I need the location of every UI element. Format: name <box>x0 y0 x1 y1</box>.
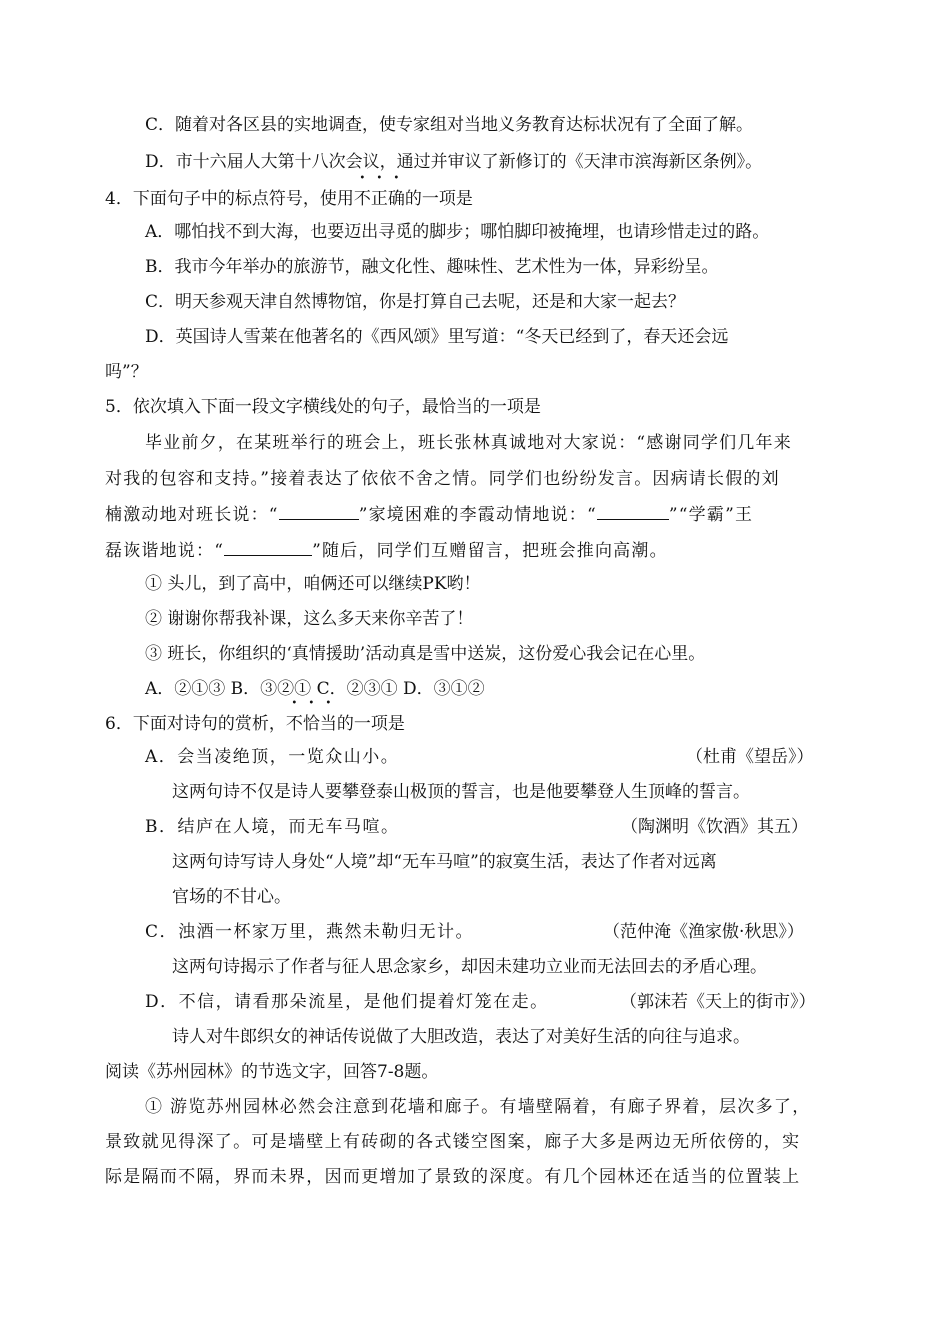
q5-passage-line3-c: ”“学霸”王 <box>668 505 754 525</box>
q5-passage-line3-b: ”家境困难的李霞动情地说：“ <box>358 505 597 525</box>
q4-option-c: C．明天参观天津自然博物馆，你是打算自己去呢，还是和大家一起去？ <box>145 292 686 312</box>
q5-passage-line4-a: 磊诙谐地说：“ <box>105 541 225 561</box>
emphasis-char: 当 <box>319 714 337 734</box>
q6-c-source: （范仲淹《渔家傲·秋思》） <box>603 922 804 942</box>
q4-stem-post: 的一项是 <box>404 189 473 209</box>
reading-p1-line2: 景致就见得深了。可是墙壁上有砖砌的各式镂空图案，廊子大多是两边无所依傍的，实 <box>105 1132 801 1152</box>
q5-blank-1 <box>279 503 359 520</box>
q4-option-a: A．哪怕找不到大海，也要迈出寻觅的脚步；哪怕脚印被掩埋，也请珍惜走过的路。 <box>145 222 770 242</box>
q5-blank-3 <box>224 539 312 556</box>
reading-p1-line3: 际是隔而不隔，界而未界，因而更增加了景致的深度。有几个园林还在适当的位置装上 <box>105 1167 801 1187</box>
q6-b-source: （陶渊明《饮酒》其五） <box>621 817 808 837</box>
q6-stem <box>105 712 405 736</box>
emphasis-char: 不 <box>353 189 371 209</box>
q6-a-source: （杜甫《望岳》） <box>686 747 814 767</box>
q5-passage-line2: 对我的包容和支持。”接着表达了依依不舍之情。同学们也纷纷发言。因病请长假的刘 <box>105 469 780 489</box>
q5-blank-2 <box>597 503 669 520</box>
q5-passage-line4 <box>105 539 668 563</box>
q6-stem-post: 的一项是 <box>336 714 405 734</box>
q3-option-d: D．市十六届人大第十八次会议，通过并审议了新修订的《天津市滨海新区条例》。 <box>145 152 763 172</box>
q6-c-poem: C．浊酒一杯家万里，燕然未勒归无计。 <box>145 922 475 942</box>
q5-sentence-3: ③ 班长，你组织的‘真情援助’活动真是雪中送炭，这份爱心我会记在心里。 <box>145 644 706 664</box>
q4-stem-emphasis <box>354 189 405 209</box>
q4-stem <box>105 187 473 211</box>
q5-sentence-2: ② 谢谢你帮我补课，这么多天来你辛苦了！ <box>145 609 474 629</box>
q5-stem: 5．依次填入下面一段文字横线处的句子，最恰当的一项是 <box>105 397 541 417</box>
q5-passage-line4-b: ”随后，同学们互赠留言，把班会推向高潮。 <box>312 541 668 561</box>
q6-c-note: 这两句诗揭示了作者与征人思念家乡，却因未建功立业而无法回去的矛盾心理。 <box>172 957 767 977</box>
q5-passage-line3-a: 楠激动地对班长说：“ <box>105 505 279 525</box>
q5-options: A．②①③ B．③②① C．②③① D．③①② <box>145 679 485 699</box>
q6-a-note: 这两句诗不仅是诗人要攀登泰山极顶的誓言，也是他要攀登人生顶峰的誓言。 <box>172 782 750 802</box>
q4-option-d: D．英国诗人雪莱在他著名的《西风颂》里写道：“冬天已经到了，春天还会远 <box>145 327 729 347</box>
q4-stem-pre: 4．下面句子中的标点符号，使用 <box>105 189 354 209</box>
q6-d-poem: D．不信，请看那朵流星，是他们提着灯笼在走。 <box>145 992 549 1012</box>
emphasis-char: 正 <box>370 189 388 209</box>
q5-passage-line3 <box>105 503 753 527</box>
q6-stem-emphasis <box>286 714 337 734</box>
emphasis-char: 确 <box>387 189 405 209</box>
reading-p1-line1: ① 游览苏州园林必然会注意到花墙和廊子。有墙壁隔着，有廊子界着，层次多了， <box>145 1097 811 1117</box>
q5-sentence-1: ① 头儿，到了高中，咱俩还可以继续PK哟！ <box>145 574 481 594</box>
q6-d-note: 诗人对牛郎织女的神话传说做了大胆改造，表达了对美好生活的向往与追求。 <box>172 1027 750 1047</box>
q4-option-d-cont: 吗”？ <box>105 362 148 382</box>
q6-b-note-line1: 这两句诗写诗人身处“人境”却“无车马喧”的寂寞生活，表达了作者对远离 <box>172 852 717 872</box>
q5-passage-line1: 毕业前夕，在某班举行的班会上，班长张林真诚地对大家说：“感谢同学们几年来 <box>145 433 792 453</box>
reading-intro: 阅读《苏州园林》的节选文字，回答7-8题。 <box>105 1062 439 1082</box>
q4-option-b: B．我市今年举办的旅游节，融文化性、趣味性、艺术性为一体，异彩纷呈。 <box>145 257 719 277</box>
q6-b-note-line2: 官场的不甘心。 <box>172 887 291 907</box>
emphasis-char: 不 <box>285 714 303 734</box>
q6-b-poem: B．结庐在人境，而无车马喧。 <box>145 817 400 837</box>
q6-d-source: （郭沫若《天上的街市》） <box>620 992 816 1012</box>
q3-option-c: C．随着对各区县的实地调查，使专家组对当地义务教育达标状况有了全面了解。 <box>145 115 754 135</box>
emphasis-char: 恰 <box>302 714 320 734</box>
q6-stem-pre: 6．下面对诗句的赏析， <box>105 714 286 734</box>
q6-a-poem: A．会当凌绝顶，一览众山小。 <box>145 747 400 767</box>
